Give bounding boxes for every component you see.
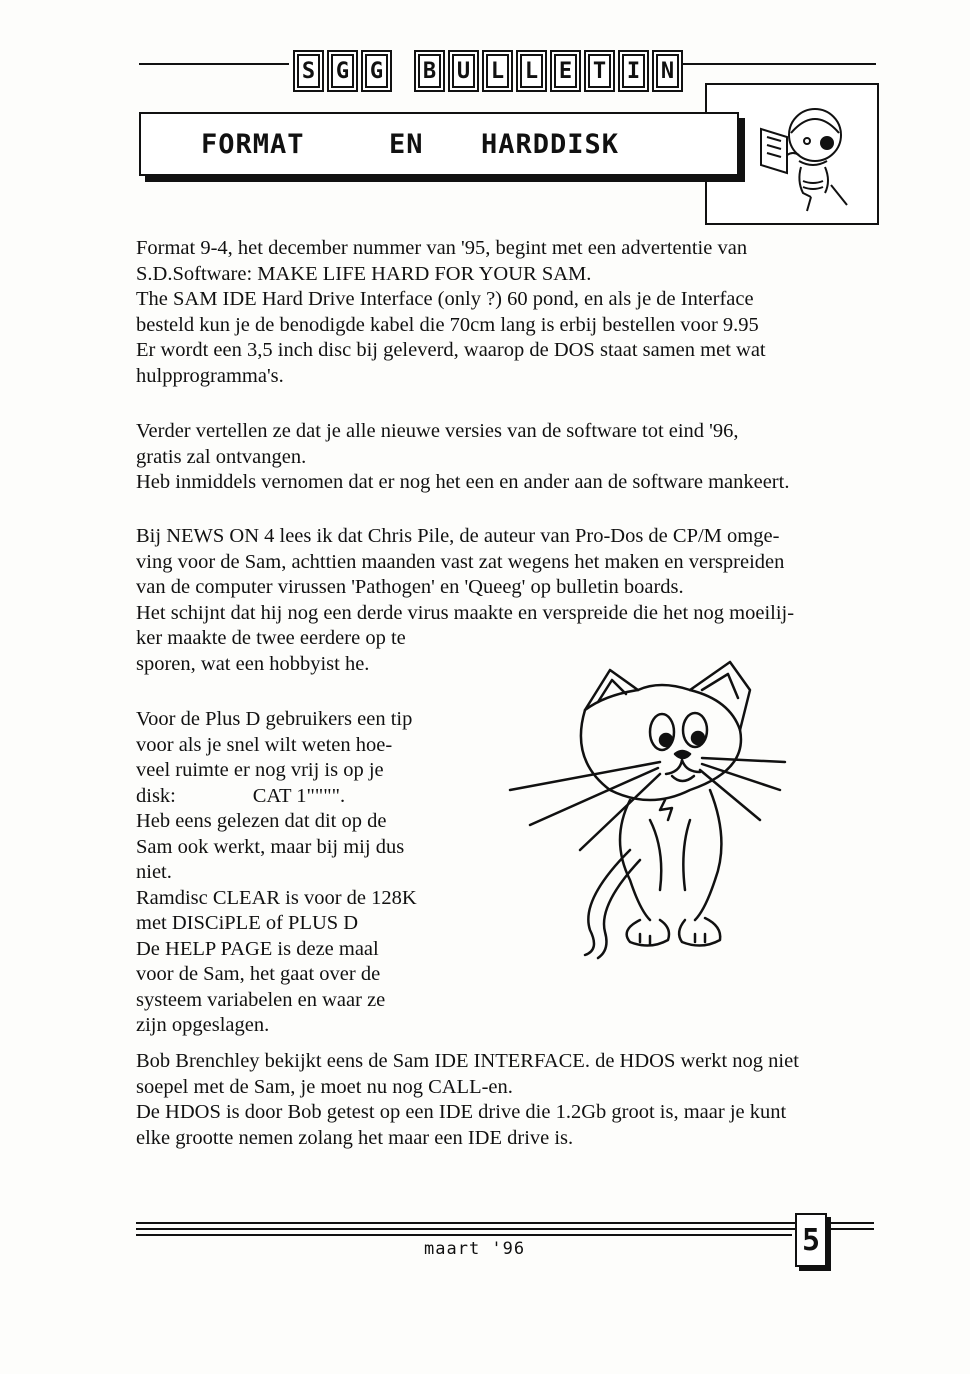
masthead-letter: L [516,50,547,92]
text-line: The SAM IDE Hard Drive Interface (only ?) 60 pond, en als je de Interface [136,288,754,310]
masthead-letter: B [414,50,445,92]
text-line: Bob Brenchley bekijkt eens de Sam IDE INTERFACE. de HDOS werkt nog niet [136,1050,799,1072]
text-line: hulpprogramma's. [136,364,284,387]
text-line: niet. [136,861,172,883]
text-line: Format 9-4, het december nummer van '95, begint met een advertentie van [136,237,748,259]
text-line: disk: CAT 1"""". [136,784,346,807]
text-line: veel ruimte er nog vrij is op je [136,759,384,781]
masthead-letter: I [618,50,649,92]
masthead-letter: U [448,50,479,92]
masthead-letter: T [584,50,615,92]
paragraph [136,419,876,496]
masthead-letter: E [550,50,581,92]
masthead [293,50,683,92]
masthead-letter: G [361,50,392,92]
header-rule [139,63,289,65]
text-line: Heb inmiddels vernomen dat er nog het een en ander aan de software mankeert. [136,471,790,493]
text-line: Verder vertellen ze dat je alle nieuwe versies van de software tot eind '96, [136,420,739,442]
text-line: zijn opgeslagen. [136,1014,270,1036]
page-number: 5 [795,1213,827,1267]
paragraph [136,1049,876,1151]
text-line: van de computer virussen 'Pathogen' en 'Queeg' op bulletin boards. [136,576,684,598]
text-line: Er wordt een 3,5 inch disc bij geleverd, waarop de DOS staat samen met wat [136,339,766,361]
text-line: systeem variabelen en waar ze [136,988,386,1011]
cartoon-cat-illustration [490,650,790,970]
text-line: besteld kun je de benodigde kabel die 70cm lang is erbij bestellen voor 9.95 [136,313,759,336]
text-line: De HDOS is door Bob getest op een IDE drive die 1.2Gb groot is, maar je kunt [136,1101,787,1123]
masthead-letter: N [652,50,683,92]
masthead-letter: G [327,50,358,92]
text-line: gratis zal ontvangen. [136,445,307,468]
paragraph [136,707,456,1039]
title-word: HARDDISK [481,129,620,160]
text-line: elke grootte nemen zolang het maar een IDE drive is. [136,1126,574,1149]
title-word: EN [389,129,424,160]
text-line: ker maakte de twee eerdere op te [136,627,406,649]
footer-rule [136,1228,874,1230]
text-line: De HELP PAGE is deze maal [136,937,379,960]
paragraph [136,236,876,389]
header-rule [680,63,876,65]
text-line: Sam ook werkt, maar bij mij dus [136,835,405,858]
title-word: FORMAT [201,129,305,160]
masthead-letter: L [482,50,513,92]
footer-rule [136,1222,874,1224]
text-line: S.D.Software: MAKE LIFE HARD FOR YOUR SAM. [136,262,592,285]
text-line: soepel met de Sam, je moet nu nog CALL-en. [136,1075,513,1098]
footer-date: maart '96 [424,1239,526,1259]
title-banner [139,112,739,176]
text-line: sporen, wat een hobbyist he. [136,652,370,675]
text-line: Het schijnt dat hij nog een derde virus maakte en verspreide die het nog moeilij- [136,601,795,624]
text-line: Heb eens gelezen dat dit op de [136,810,387,832]
text-line: Voor de Plus D gebruikers een tip [136,708,413,730]
text-line: Ramdisc CLEAR is voor de 128K [136,886,417,909]
text-line: Bij NEWS ON 4 lees ik dat Chris Pile, de auteur van Pro-Dos de CP/M omge- [136,525,780,547]
text-line: voor als je snel wilt weten hoe- [136,733,393,756]
text-line: ving voor de Sam, achttien maanden vast zat wegens het maken en verspreiden [136,550,785,573]
footer-rule [136,1234,792,1236]
text-line: voor de Sam, het gaat over de [136,963,381,985]
text-line: met DISCiPLE of PLUS D [136,912,359,934]
masthead-letter: S [293,50,324,92]
